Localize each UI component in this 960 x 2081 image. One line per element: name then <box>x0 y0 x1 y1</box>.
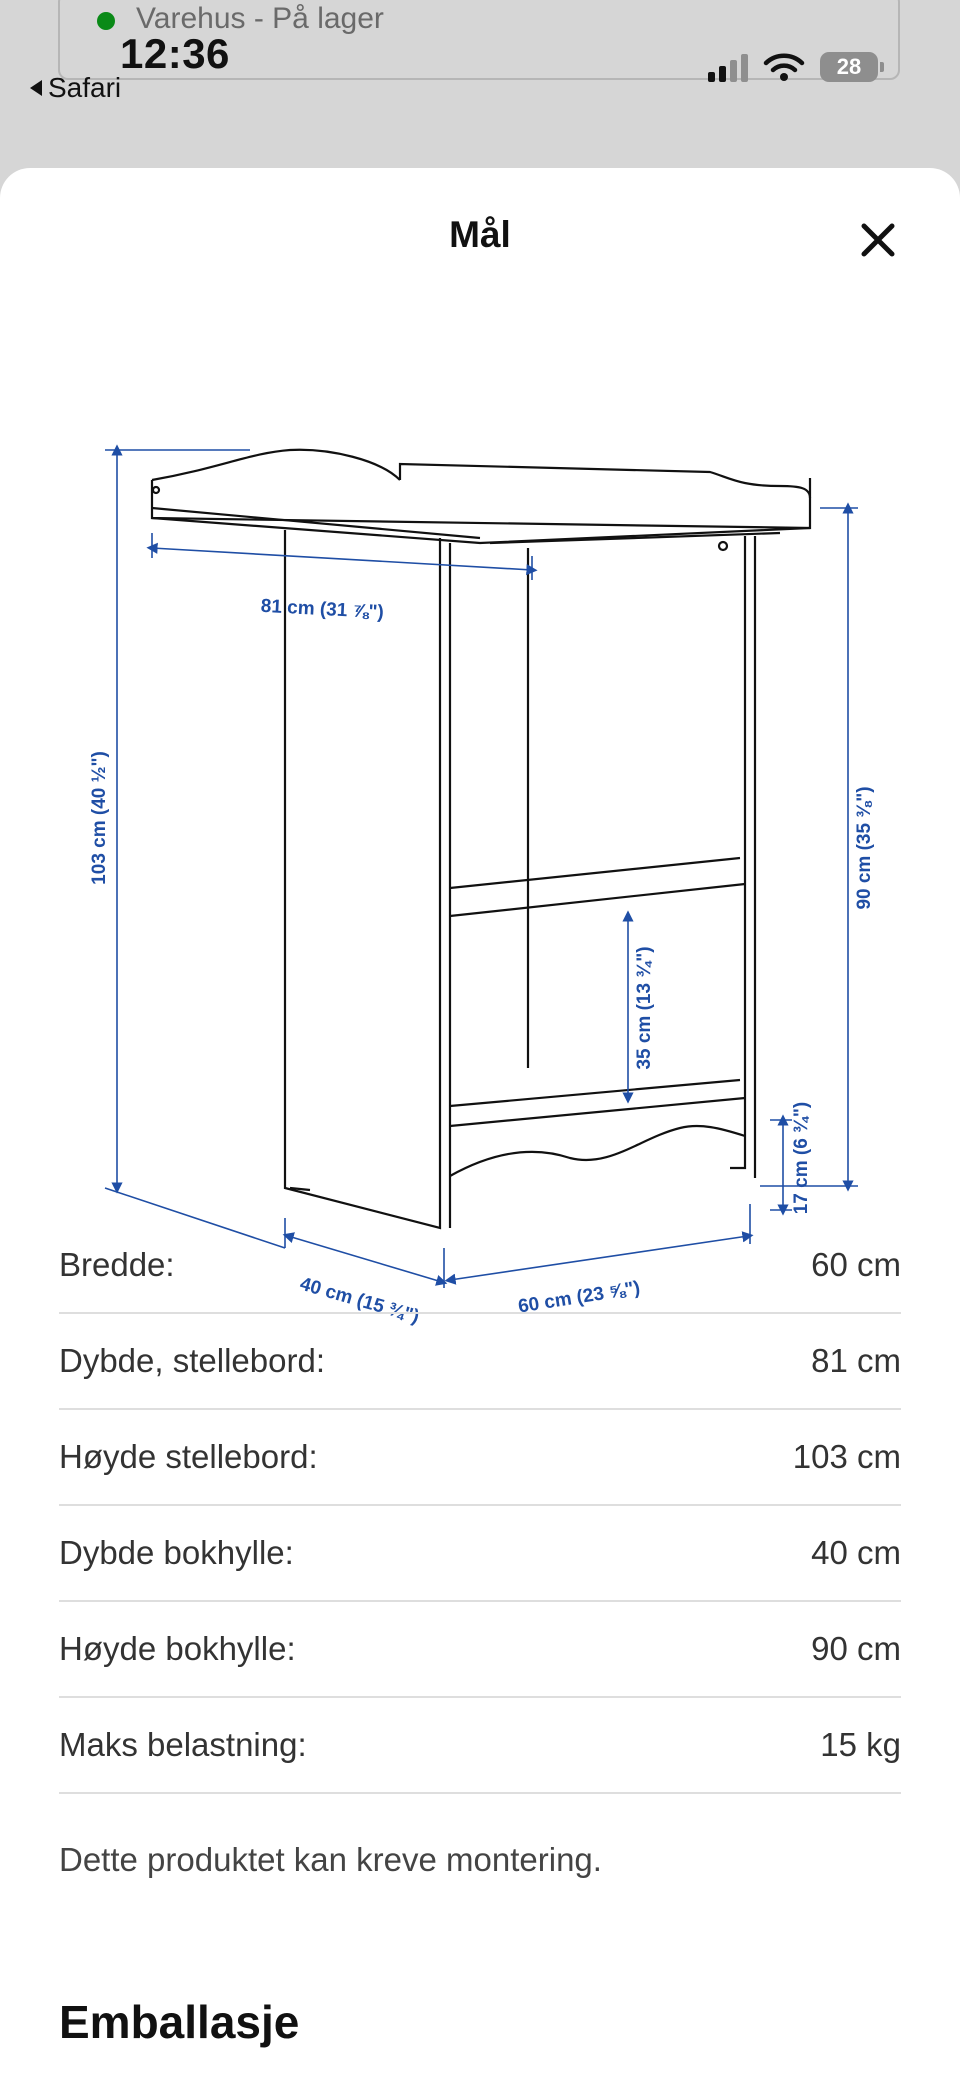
label-depth-bottom: 40 cm (15 ¾") <box>297 1273 422 1328</box>
dimension-value: 81 cm <box>811 1342 901 1379</box>
dimension-row-height-changing-table <box>59 1410 901 1506</box>
label-height-shelf: 90 cm (35 ⅜") <box>854 786 875 910</box>
back-arrow-icon <box>30 80 42 96</box>
dimension-row-depth-bookcase <box>59 1506 901 1602</box>
dimension-value: 40 cm <box>811 1534 901 1571</box>
cellular-signal-icon <box>708 52 748 82</box>
dimension-value: 15 kg <box>820 1726 901 1763</box>
label-width-bottom: 60 cm (23 ⅝") <box>516 1277 642 1318</box>
label-base-height: 17 cm (6 ¾") <box>791 1101 812 1215</box>
dimension-value: 103 cm <box>792 1438 901 1475</box>
dimension-row-width <box>59 1218 901 1314</box>
dimension-list <box>59 1218 901 1794</box>
packaging-section-heading[interactable]: Emballasje <box>59 1996 300 2048</box>
status-time: 12:36 <box>120 30 230 77</box>
dimension-label: Dybde bokhylle: <box>59 1534 294 1571</box>
status-icons <box>708 52 878 82</box>
close-icon[interactable] <box>856 218 900 262</box>
dimensions-sheet <box>0 168 960 2081</box>
dimension-label: Høyde bokhylle: <box>59 1630 296 1667</box>
label-shelf-gap: 35 cm (13 ¾") <box>634 946 655 1070</box>
stock-status-text: Varehus - På lager <box>136 2 384 35</box>
battery-level: 28 <box>836 54 862 79</box>
wifi-icon <box>764 52 804 82</box>
dimension-value: 60 cm <box>811 1246 901 1283</box>
sheet-title: Mål <box>449 214 511 255</box>
battery-icon <box>820 52 878 82</box>
dimension-label: Dybde, stellebord: <box>59 1342 325 1379</box>
label-height-total: 103 cm (40 ½") <box>89 751 110 885</box>
dimension-label: Maks belastning: <box>59 1726 307 1763</box>
assembly-note: Dette produktet kan kreve montering. <box>59 1841 602 1878</box>
dimension-value: 90 cm <box>811 1630 901 1667</box>
stock-status-dot-icon <box>97 12 115 30</box>
dimension-row-height-bookcase <box>59 1602 901 1698</box>
dimension-label: Bredde: <box>59 1246 175 1283</box>
dimension-row-max-load <box>59 1698 901 1794</box>
back-app-label: Safari <box>48 72 122 103</box>
label-depth-top: 81 cm (31 ⅞") <box>260 595 385 624</box>
dimension-label: Høyde stellebord: <box>59 1438 318 1475</box>
dimension-row-depth-changing-table <box>59 1314 901 1410</box>
back-to-safari-link[interactable] <box>30 72 121 104</box>
